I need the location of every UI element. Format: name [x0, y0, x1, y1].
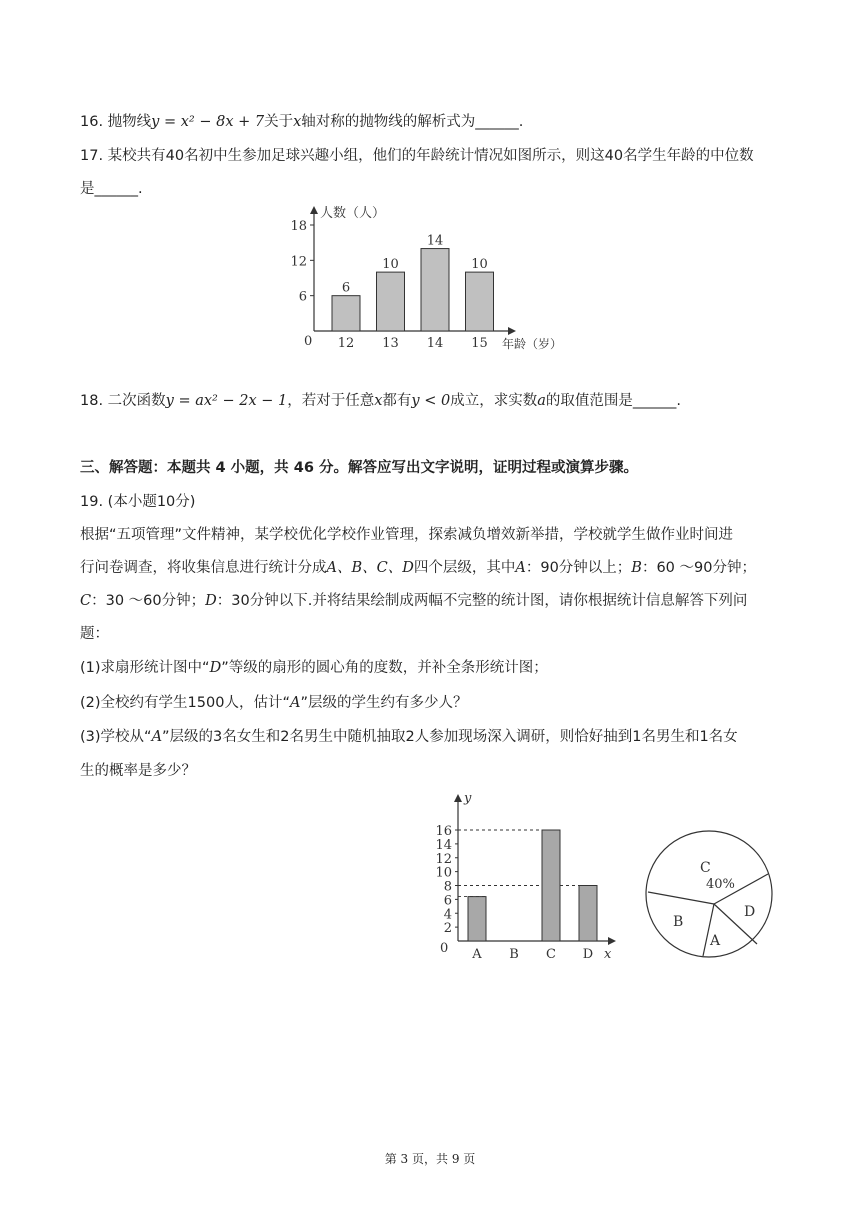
q17-number: 17. [80, 148, 108, 164]
chart1-ytick-label: 18 [290, 219, 307, 234]
chart1-origin: 0 [304, 334, 313, 349]
q16-var: x [293, 114, 302, 130]
pie-label-c: C [700, 860, 711, 876]
q19-p2d: ：60 ～90分钟； [641, 560, 756, 576]
q18-var: x [374, 393, 383, 409]
q19-p2b: 四个层级，其中 [413, 560, 516, 576]
chart1-xlabel: 年龄（岁） [502, 337, 563, 351]
pie-label-d: D [744, 904, 756, 920]
q19-s3a: (3)学校从“ [80, 729, 152, 745]
q17-text-2: 是______. [80, 181, 143, 197]
chart2-category-label: B [509, 947, 519, 962]
q18-text-3: 都有 [382, 393, 412, 409]
chart1-ytick-label: 6 [298, 289, 307, 305]
q16-formula: y = x² − 8x + 7 [151, 114, 265, 130]
chart2-x-axis-label: x [604, 947, 612, 962]
q18-text-2: ，若对于任意 [287, 393, 375, 409]
question-17-line-1 [80, 146, 754, 166]
chart1-bar [332, 296, 360, 331]
q19-p2a: 行问卷调查，将收集信息进行统计分成 [80, 560, 327, 576]
q19-heading: 19. (本小题10分) [80, 494, 196, 510]
chart2-category-label: A [472, 947, 482, 962]
chart2-category-label: C [546, 947, 556, 962]
chart1-bar [421, 249, 449, 331]
chart2-category-label: D [582, 947, 594, 962]
q16-text-2: 关于 [264, 114, 294, 130]
page-footer: 第 3 页，共 9 页 [384, 1152, 476, 1166]
chart1-category-label: 12 [337, 336, 355, 351]
q19-s3-A: A [151, 729, 163, 745]
chart2-y-axis-label: y [464, 791, 472, 806]
q19-s2a: (2)全校约有学生1500人，估计“ [80, 695, 290, 711]
chart2-ytick-label: 12 [435, 851, 452, 867]
question-17-line-2 [80, 179, 143, 199]
q16-text-1: 抛物线 [107, 114, 152, 130]
q19-para-line-2 [80, 558, 756, 578]
q19-p3b: ：30分钟以下.并将结果绘制成两幅不完整的统计图，请你根据统计信息解答下列问 [216, 593, 748, 609]
q19-sub-3 [80, 727, 738, 747]
q19-para-line-4: 题： [80, 626, 109, 642]
pie-label-a: A [710, 933, 721, 949]
q19-s3b: ”层级的3名女生和2名男生中随机抽取2人参加现场深入调研，则恰好抽到1名男生和1名女 [162, 729, 738, 745]
q18-text-1: 二次函数 [107, 393, 166, 409]
pie-label-b: B [673, 914, 684, 930]
q19-p3-D: D [205, 593, 217, 609]
chart1-ylabel: 人数（人） [320, 206, 386, 221]
q19-sub-3-cont: 生的概率是多少？ [80, 763, 196, 779]
chart2-ytick-label: 6 [443, 893, 452, 909]
chart1-ytick-label: 12 [290, 254, 307, 270]
q16-text-3: 轴对称的抛物线的解析式为______. [301, 114, 524, 130]
q17-n: 40 [165, 148, 185, 164]
q19-p3-C: C [80, 593, 92, 609]
pie-outline [646, 831, 772, 957]
q17-text-1a: 某校共有 [107, 148, 166, 164]
q18-formula: y = ax² − 2x − 1 [165, 393, 288, 409]
chart2-ytick-label: 14 [435, 837, 452, 853]
q17-text-1b: 名初中生参加足球兴趣小组，他们的年龄统计情况如图所示，则这 [184, 148, 605, 164]
q18-text-5: 的取值范围是______. [545, 393, 681, 409]
q18-text-4: 成立，求实数 [450, 393, 538, 409]
q19-p3a: ：30 ～60分钟； [91, 593, 206, 609]
question-18 [80, 391, 681, 411]
q16-number: 16. [80, 114, 108, 130]
q19-p2-levels: A、B、C、D [326, 560, 414, 576]
level-bar-chart [420, 788, 630, 968]
q19-s2-A: A [289, 695, 301, 711]
chart1-bar-value: 14 [426, 233, 444, 249]
q19-p2-B: B [631, 560, 642, 576]
chart1-bar-value: 10 [382, 257, 399, 273]
chart1-bar [377, 272, 405, 331]
chart1-bar-value: 6 [341, 280, 351, 296]
q19-s1b: ”等级的扇形的圆心角的度数，并补全条形统计图； [221, 660, 548, 676]
chart2-bar [542, 830, 560, 941]
question-16 [80, 112, 523, 132]
section-3-heading: 三、解答题：本题共 4 小题，共 46 分。解答应写出文字说明，证明过程或演算步骤。 [80, 460, 638, 476]
q19-sub-1 [80, 658, 548, 678]
chart2-ytick-label: 4 [443, 907, 452, 923]
chart2-bar [468, 897, 486, 941]
q19-para-line-1: 根据“五项管理”文件精神，某学校优化学校作业管理，探索减负增效新举措，学校就学生做作业时间进 [80, 527, 734, 543]
chart1-category-label: 15 [471, 336, 488, 351]
q17-text-1c: 名学生年龄的中位数 [623, 148, 754, 164]
chart1-bar [466, 272, 494, 331]
chart2-ytick-label: 2 [443, 921, 452, 937]
age-bar-chart [290, 198, 590, 358]
chart1-bar-value: 10 [471, 257, 488, 273]
q19-p2-A: A [515, 560, 526, 576]
q19-p2c: ：90分钟以上； [525, 560, 632, 576]
q18-var-a: a [537, 393, 546, 409]
q19-s1a: (1)求扇形统计图中“ [80, 660, 210, 676]
q17-n-2: 40 [604, 148, 624, 164]
chart2-bar [579, 886, 597, 942]
pie-label-c-percent: 40% [706, 877, 735, 892]
q19-s1-D: D [209, 660, 222, 676]
q19-s2b: ”层级的学生约有多少人？ [300, 695, 468, 711]
chart2-ytick-label: 8 [443, 879, 452, 895]
q19-para-line-3 [80, 591, 747, 611]
level-pie-chart [640, 818, 780, 973]
chart2-ytick-label: 16 [435, 824, 452, 839]
q18-number: 18. [80, 393, 108, 409]
q18-condition: y < 0 [411, 393, 451, 409]
chart2-ytick-label: 10 [435, 865, 452, 881]
chart2-origin: 0 [440, 941, 449, 956]
chart1-category-label: 14 [426, 336, 444, 351]
chart1-category-label: 13 [382, 336, 399, 351]
q19-sub-2 [80, 693, 467, 713]
